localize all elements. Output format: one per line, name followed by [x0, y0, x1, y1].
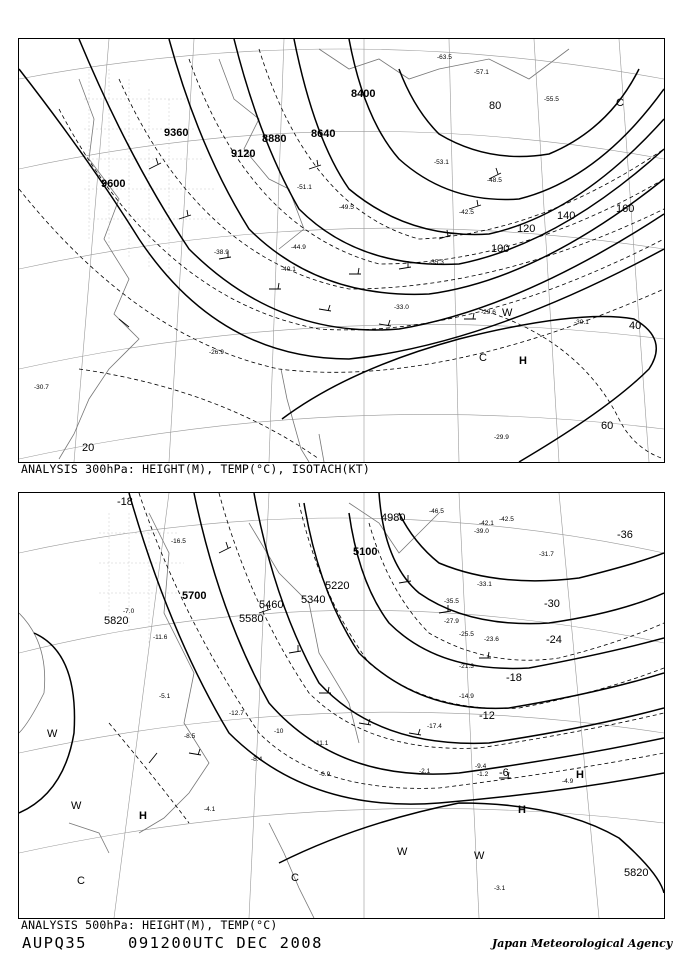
- temperature-label: -21.3: [459, 663, 474, 670]
- temperature-label: -29.9: [494, 434, 509, 441]
- isotach-label: 120: [517, 223, 536, 235]
- temperature-label: -17.4: [427, 723, 442, 730]
- temperature-label: -31.7: [539, 551, 554, 558]
- high-center-marker: H: [519, 355, 527, 367]
- high-center-marker: H: [139, 810, 147, 822]
- map-300hpa-svg: [19, 39, 664, 462]
- temperature-label: -10: [274, 728, 284, 735]
- temperature-label: -35.3: [429, 259, 444, 266]
- height-label: 8640: [311, 128, 336, 140]
- temperature-label: -33.0: [394, 304, 409, 311]
- height-label: 5340: [301, 594, 326, 606]
- isotach-label: 80: [489, 100, 502, 112]
- cold-center-marker: C: [291, 872, 299, 884]
- height-label: 9360: [164, 127, 189, 139]
- temperature-label: -6: [499, 767, 509, 779]
- temperature-label: -26.9: [209, 349, 224, 356]
- temperature-label: -18: [506, 672, 522, 684]
- temperature-label: -18: [117, 496, 133, 508]
- temperature-label: -2.1: [419, 768, 431, 775]
- agency-name: Japan Meteorological Agency: [492, 937, 673, 950]
- isotach-label: 60: [601, 420, 614, 432]
- caption-300hpa: ANALYSIS 300hPa: HEIGHT(M), TEMP(°C), ISOTACH(KT): [21, 462, 371, 476]
- temperature-label: -7.0: [123, 608, 135, 615]
- cold-center-marker: C: [479, 352, 487, 364]
- height-label: 4980: [381, 512, 406, 524]
- temperature-label: -3.1: [494, 885, 506, 892]
- isotach-label: 100: [491, 243, 510, 255]
- height-label: 5580: [239, 613, 264, 625]
- temperature-label: -12: [479, 710, 495, 722]
- temperature-label: -38.9: [214, 249, 229, 256]
- temperature-label: -30.7: [34, 384, 49, 391]
- isotach-label: 140: [557, 210, 576, 222]
- height-label: 9600: [101, 178, 126, 190]
- temperature-label: -6.9: [319, 771, 331, 778]
- isotach-label: 20: [82, 442, 95, 454]
- height-label: 8880: [262, 133, 287, 145]
- temperature-label: -5.1: [159, 693, 171, 700]
- high-center-marker: H: [518, 804, 526, 816]
- temperature-label: -11.1: [314, 740, 329, 747]
- temperature-label: -8.5: [184, 733, 196, 740]
- temperature-label: -29.6: [481, 309, 496, 316]
- temperature-label: -24: [546, 634, 562, 646]
- temperature-label: -11.6: [153, 634, 168, 641]
- isotach-label: 40: [629, 320, 642, 332]
- warm-center-marker: W: [71, 800, 82, 812]
- temperature-label: -48.5: [487, 177, 502, 184]
- height-label: 5100: [353, 546, 378, 558]
- temperature-label: -57.1: [474, 69, 489, 76]
- temperature-label: -16.5: [171, 538, 186, 545]
- temperature-label: -23.6: [484, 636, 499, 643]
- temperature-label: -40.1: [281, 266, 296, 273]
- hatch-region: [84, 69, 219, 279]
- temperature-label: -63.5: [437, 54, 452, 61]
- temperature-label: -42.5: [499, 516, 514, 523]
- temperature-label: -8.4: [251, 756, 263, 763]
- bulletin-id: AUPQ35: [22, 934, 87, 952]
- temperature-label: -12.7: [229, 710, 244, 717]
- temperature-label: -30: [544, 598, 560, 610]
- temperature-label: -4.9: [562, 778, 574, 785]
- temperature-label: -55.5: [544, 96, 559, 103]
- temperature-label: -14.9: [459, 693, 474, 700]
- temperature-label: -42.1: [479, 520, 494, 527]
- isotachs: [19, 49, 664, 459]
- pressure-centers: [47, 728, 584, 887]
- temperature-label: -51.1: [297, 184, 312, 191]
- temperature-label: -35.5: [444, 598, 459, 605]
- temperature-label: -36: [617, 529, 633, 541]
- warm-center-marker: W: [397, 846, 408, 858]
- map-panel-300hpa: [18, 38, 665, 463]
- temperature-label: -49.5: [339, 204, 354, 211]
- isotach-label: C: [616, 97, 624, 109]
- temperature-label: -27.9: [444, 618, 459, 625]
- height-label: 8400: [351, 88, 376, 100]
- height-label: 5700: [182, 590, 207, 602]
- temperature-label: -42.5: [459, 209, 474, 216]
- map-500hpa-svg: [19, 493, 664, 918]
- temperature-label: -25.5: [459, 631, 474, 638]
- height-contours: [19, 493, 664, 893]
- height-label: 5220: [325, 580, 350, 592]
- warm-center-marker: W: [474, 850, 485, 862]
- graticule: [19, 493, 664, 918]
- temperature-label: -39.0: [474, 528, 489, 535]
- temperature-label: -44.9: [291, 244, 306, 251]
- temperature-label: -53.1: [434, 159, 449, 166]
- warm-center-marker: W: [47, 728, 58, 740]
- height-label: 9120: [231, 148, 256, 160]
- graticule: [19, 39, 664, 462]
- height-labels: [101, 88, 375, 190]
- temperature-label: -33.1: [477, 581, 492, 588]
- temperature-label: -9.4: [475, 763, 487, 770]
- height-label: 5820: [624, 867, 649, 879]
- cold-center-marker: C: [77, 875, 85, 887]
- caption-500hpa: ANALYSIS 500hPa: HEIGHT(M), TEMP(°C): [21, 918, 278, 932]
- temperature-label: -46.5: [429, 508, 444, 515]
- temperature-label: -4.1: [204, 806, 216, 813]
- height-label: 5820: [104, 615, 129, 627]
- high-center-marker: H: [576, 769, 584, 781]
- warm-center-marker: W: [502, 307, 513, 319]
- temperature-label: -30.1: [574, 319, 589, 326]
- valid-time: 091200UTC DEC 2008: [128, 934, 323, 952]
- height-label: 5460: [259, 599, 284, 611]
- temperature-label: -1.2: [477, 771, 489, 778]
- isotach-label: 160: [616, 203, 635, 215]
- map-panel-500hpa: [18, 492, 665, 919]
